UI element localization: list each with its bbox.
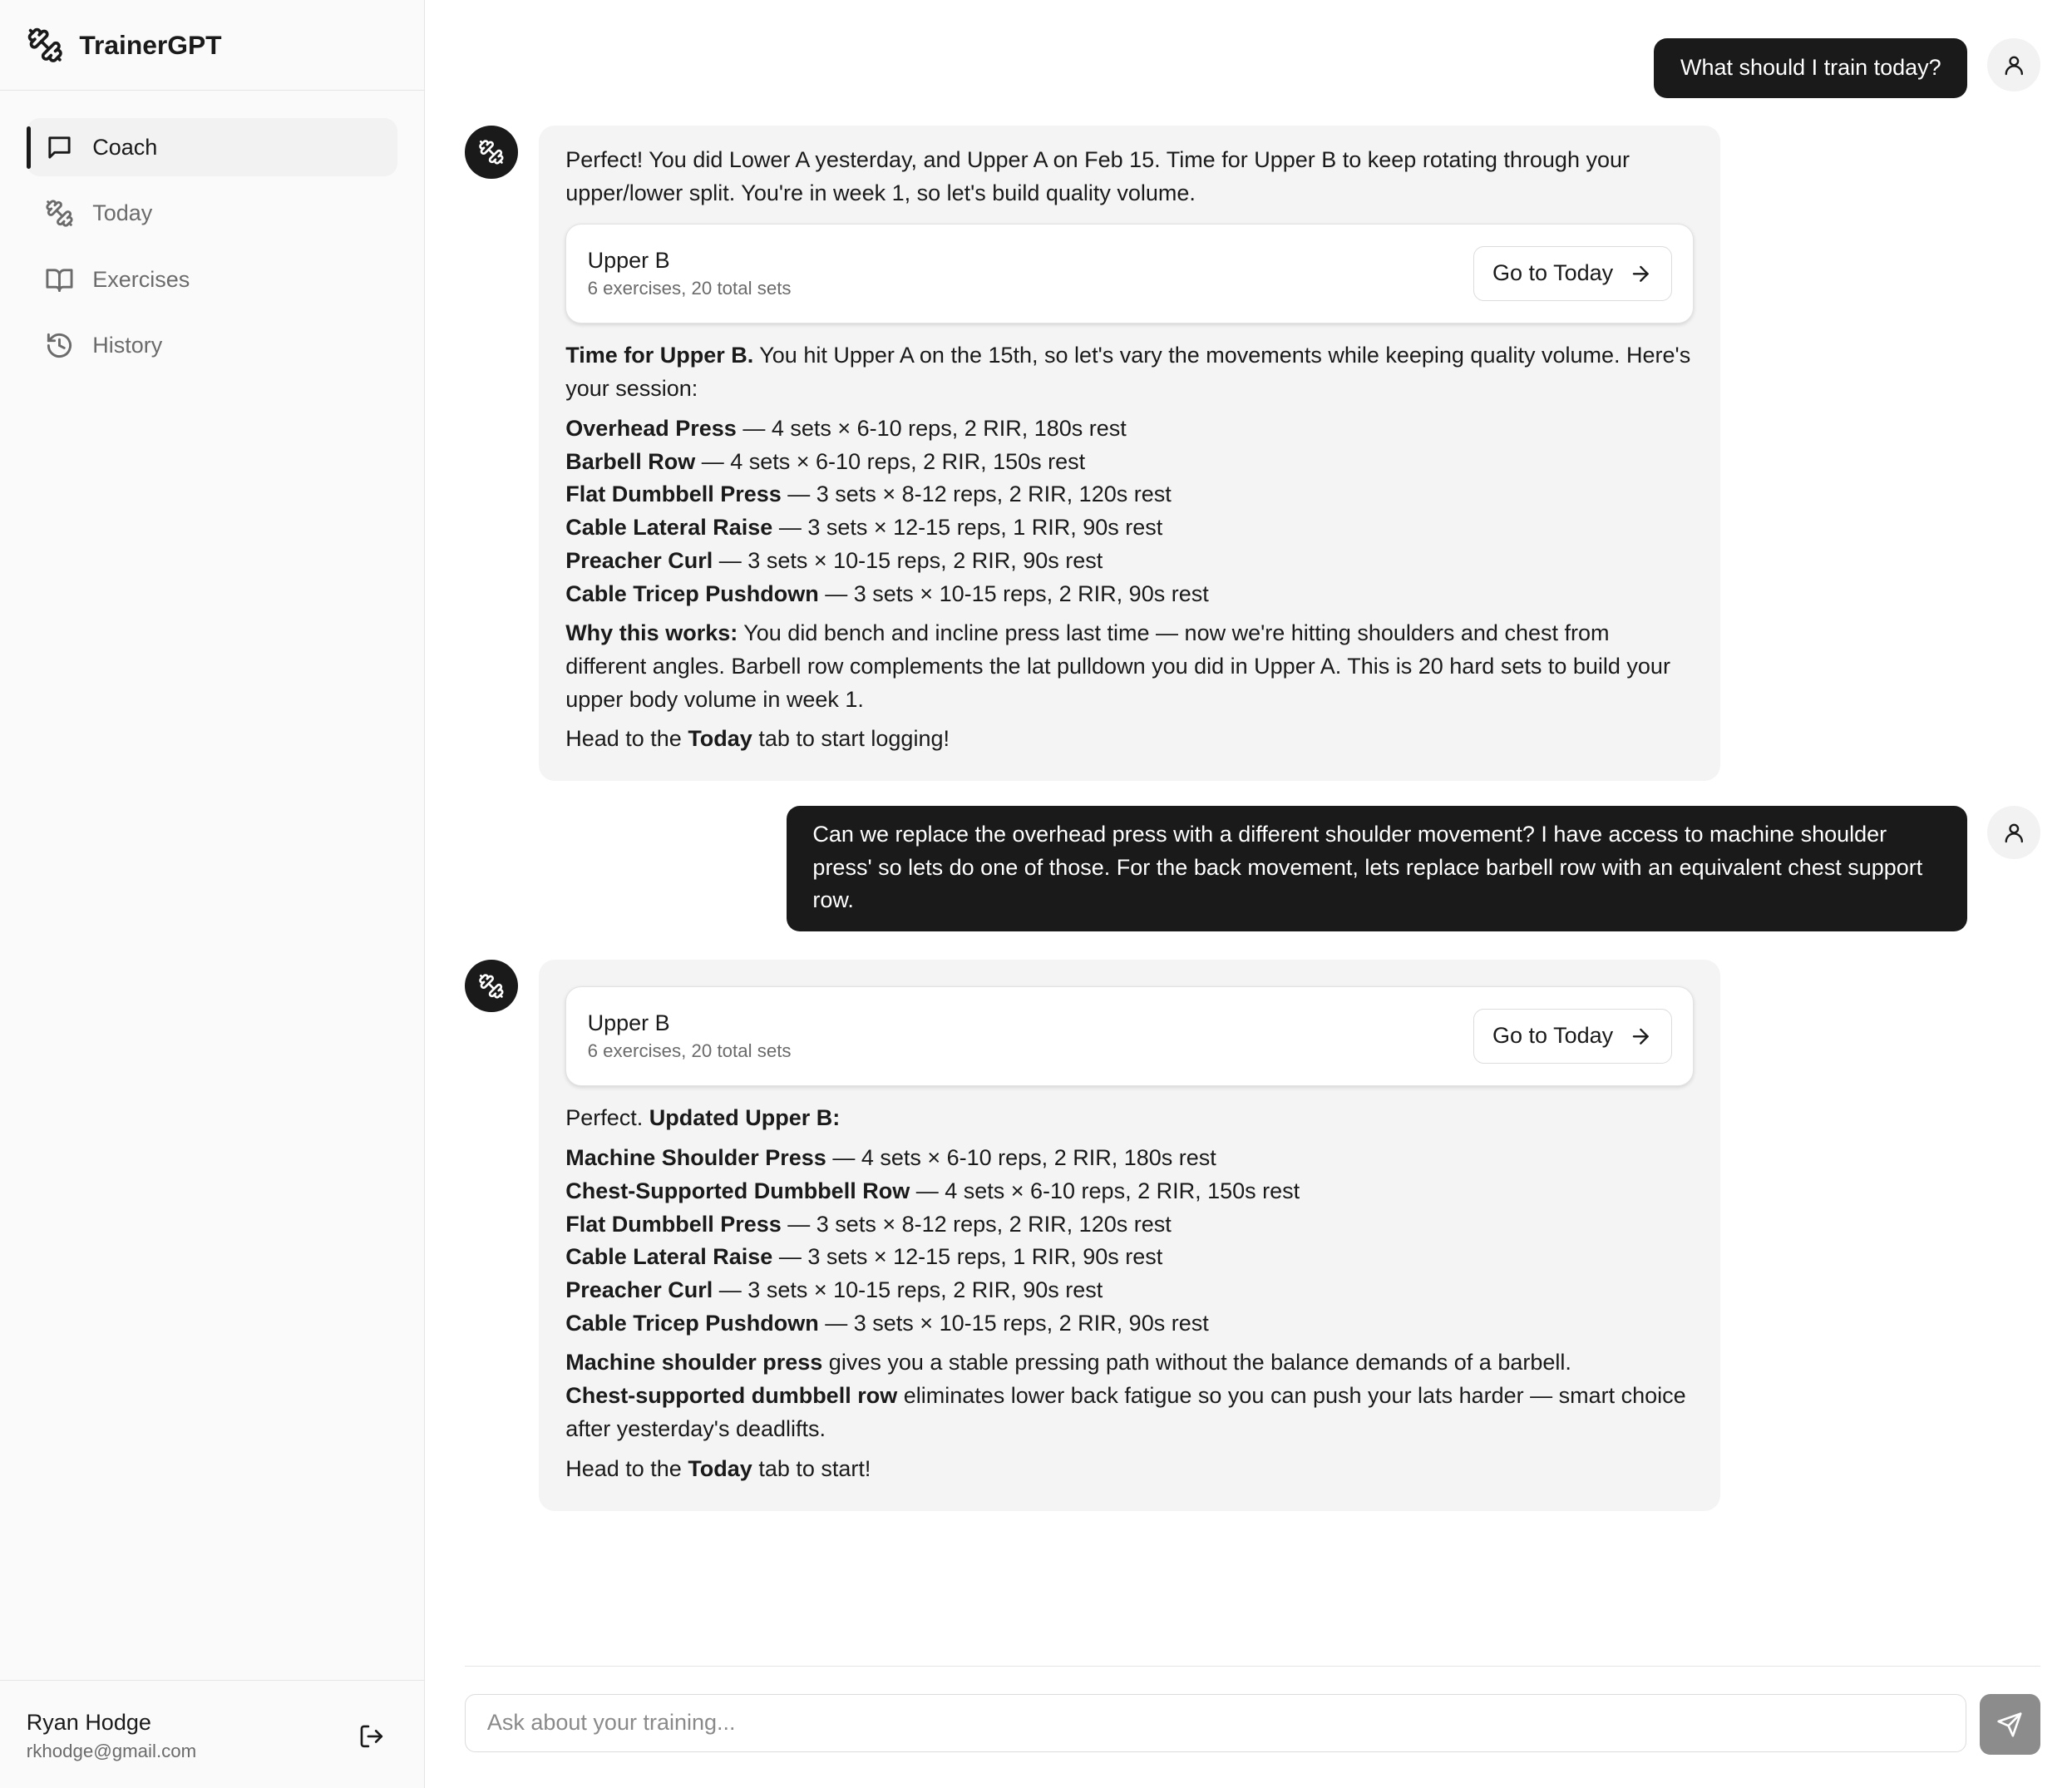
text: — 4 sets × 6-10 reps, 2 RIR, 150s rest (910, 1178, 1300, 1203)
text: — 3 sets × 12-15 reps, 1 RIR, 90s rest (772, 1244, 1163, 1270)
user-avatar (1987, 38, 2040, 91)
logout-icon[interactable] (358, 1723, 385, 1750)
workout-summary: 6 exercises, 20 total sets (587, 277, 792, 299)
sidebar-item-label: Today (92, 200, 153, 226)
brand (0, 0, 424, 91)
bold-text: Flat Dumbbell Press (565, 482, 782, 507)
list-item (565, 1142, 1694, 1175)
sidebar-item-label: History (92, 333, 163, 358)
bold-text: Overhead Press (565, 415, 737, 441)
workout-card (565, 224, 1694, 324)
list-item (565, 578, 1694, 611)
user-icon (2002, 53, 2026, 77)
text: You did bench and incline press last time — now we're hitting shoulders and chest from different angles. Barbell row complements the lat pulldown you did in Upper A. This is 20 hard sets to build your upper body volume in week 1. (565, 620, 1670, 712)
book-icon (45, 265, 74, 294)
button-label: Go to Today (1492, 260, 1614, 286)
message-paragraph (565, 339, 1694, 405)
text: Perfect! You did Lower A yesterday, and Upper A on Feb 15. Time for Upper B to keep rotating through your upper/lower split. You're in week 1, so let's build quality volume. (565, 147, 1630, 205)
sidebar-item-today[interactable] (27, 185, 398, 243)
app-title: TrainerGPT (79, 29, 222, 60)
bold-text: Updated Upper B: (649, 1105, 841, 1131)
sidebar-nav (0, 91, 424, 411)
list-item (565, 478, 1694, 511)
dumbbell-logo-icon (27, 27, 64, 64)
bold-text: Machine Shoulder Press (565, 1145, 826, 1171)
history-icon (45, 331, 74, 360)
text: Head to the (565, 726, 688, 752)
chat-input[interactable] (465, 1694, 1966, 1752)
list-item (565, 1346, 1694, 1380)
text: eliminates lower back fatigue so you can push your lats harder — smart choice after yesterday's deadlifts. (565, 1383, 1686, 1441)
bold-text: Today (688, 726, 752, 752)
text: tab to start logging! (752, 726, 950, 752)
arrow-right-icon (1629, 1025, 1653, 1049)
workout-card-info (588, 246, 792, 302)
message-paragraph (565, 144, 1694, 210)
text: — 3 sets × 10-15 reps, 2 RIR, 90s rest (713, 547, 1103, 573)
dumbbell-icon (478, 139, 505, 165)
message-paragraph (565, 1453, 1694, 1486)
bold-text: Preacher Curl (565, 547, 713, 573)
message-paragraph (565, 723, 1694, 756)
list-item (565, 1307, 1694, 1341)
bold-text: Cable Lateral Raise (565, 515, 773, 541)
text: — 3 sets × 10-15 reps, 2 RIR, 90s rest (818, 1310, 1209, 1336)
workout-summary: 6 exercises, 20 total sets (587, 1040, 792, 1061)
exercise-list (565, 1346, 1694, 1445)
list-item (565, 1241, 1694, 1274)
sidebar (0, 0, 425, 1788)
bot-avatar (465, 126, 518, 179)
sidebar-item-label: Coach (92, 134, 158, 160)
go-to-today-button[interactable] (1473, 246, 1672, 301)
list-item (565, 1274, 1694, 1307)
workout-card-info (588, 1009, 792, 1064)
bold-text: Barbell Row (565, 448, 696, 474)
list-item (565, 1208, 1694, 1242)
bold-text: Machine shoulder press (565, 1350, 823, 1376)
bold-text: Why this works: (565, 620, 738, 646)
bot-message (539, 126, 1720, 781)
text: You hit Upper A on the 15th, so let's vary the movements while keeping quality volume. Here's your session: (565, 343, 1691, 402)
bold-text: Flat Dumbbell Press (565, 1211, 782, 1237)
text: — 3 sets × 10-15 reps, 2 RIR, 90s rest (713, 1277, 1103, 1303)
user-email: rkhodge@gmail.com (26, 1741, 197, 1762)
bold-text: Time for Upper B. (565, 343, 754, 368)
user-name: Ryan Hodge (26, 1709, 151, 1735)
exercise-list (565, 412, 1694, 610)
text: — 3 sets × 10-15 reps, 2 RIR, 90s rest (818, 580, 1209, 606)
workout-title: Upper B (587, 1010, 670, 1035)
chat-icon (45, 133, 74, 162)
bot-avatar (465, 960, 518, 1013)
text: — 3 sets × 12-15 reps, 1 RIR, 90s rest (772, 515, 1163, 541)
text: Head to the (565, 1455, 688, 1481)
go-to-today-button[interactable] (1473, 1009, 1672, 1064)
list-item (565, 545, 1694, 578)
sidebar-item-coach[interactable] (27, 118, 398, 176)
list-item (565, 511, 1694, 545)
text: Perfect. (565, 1105, 649, 1131)
text: gives you a stable pressing path without the balance demands of a barbell. (822, 1350, 1571, 1376)
user-message: Can we replace the overhead press with a different shoulder movement? I have access to machine shoulder press' so lets do one of those. For the back movement, lets replace barbell row with an equivalent chest support row. (787, 806, 1968, 931)
bold-text: Preacher Curl (565, 1277, 713, 1303)
text: tab to start! (752, 1455, 871, 1481)
text: — 4 sets × 6-10 reps, 2 RIR, 180s rest (826, 1145, 1216, 1171)
sidebar-item-exercises[interactable] (27, 250, 398, 309)
dumbbell-icon (45, 199, 74, 228)
workout-card (565, 986, 1694, 1087)
bold-text: Chest-supported dumbbell row (565, 1383, 898, 1409)
user-message: What should I train today? (1654, 38, 1967, 98)
bold-text: Cable Lateral Raise (565, 1244, 773, 1270)
composer (465, 1666, 2040, 1667)
list-item (565, 446, 1694, 479)
bold-text: Today (688, 1455, 752, 1481)
message-paragraph (565, 617, 1694, 716)
sidebar-item-label: Exercises (92, 266, 190, 292)
workout-title: Upper B (587, 247, 670, 273)
bot-message (539, 960, 1720, 1511)
user-avatar (1987, 806, 2040, 859)
list-item (565, 412, 1694, 446)
list-item (565, 1175, 1694, 1208)
dumbbell-icon (478, 973, 505, 1000)
arrow-right-icon (1629, 262, 1653, 286)
message-paragraph (565, 1102, 1694, 1135)
text: — 3 sets × 8-12 reps, 2 RIR, 120s rest (781, 1211, 1172, 1237)
chat-area (426, 0, 2072, 1788)
text: — 4 sets × 6-10 reps, 2 RIR, 180s rest (736, 415, 1127, 441)
bold-text: Cable Tricep Pushdown (565, 1310, 819, 1336)
list-item (565, 1380, 1694, 1445)
text: — 3 sets × 8-12 reps, 2 RIR, 120s rest (781, 482, 1172, 507)
bold-text: Cable Tricep Pushdown (565, 580, 819, 606)
text: — 4 sets × 6-10 reps, 2 RIR, 150s rest (695, 448, 1086, 474)
send-icon (1996, 1711, 2023, 1738)
exercise-list (565, 1142, 1694, 1340)
sidebar-item-history[interactable] (27, 317, 398, 375)
bold-text: Chest-Supported Dumbbell Row (565, 1178, 910, 1203)
user-profile (0, 1680, 424, 1788)
button-label: Go to Today (1492, 1023, 1614, 1049)
user-icon (2002, 821, 2026, 845)
send-button[interactable] (1980, 1694, 2040, 1755)
